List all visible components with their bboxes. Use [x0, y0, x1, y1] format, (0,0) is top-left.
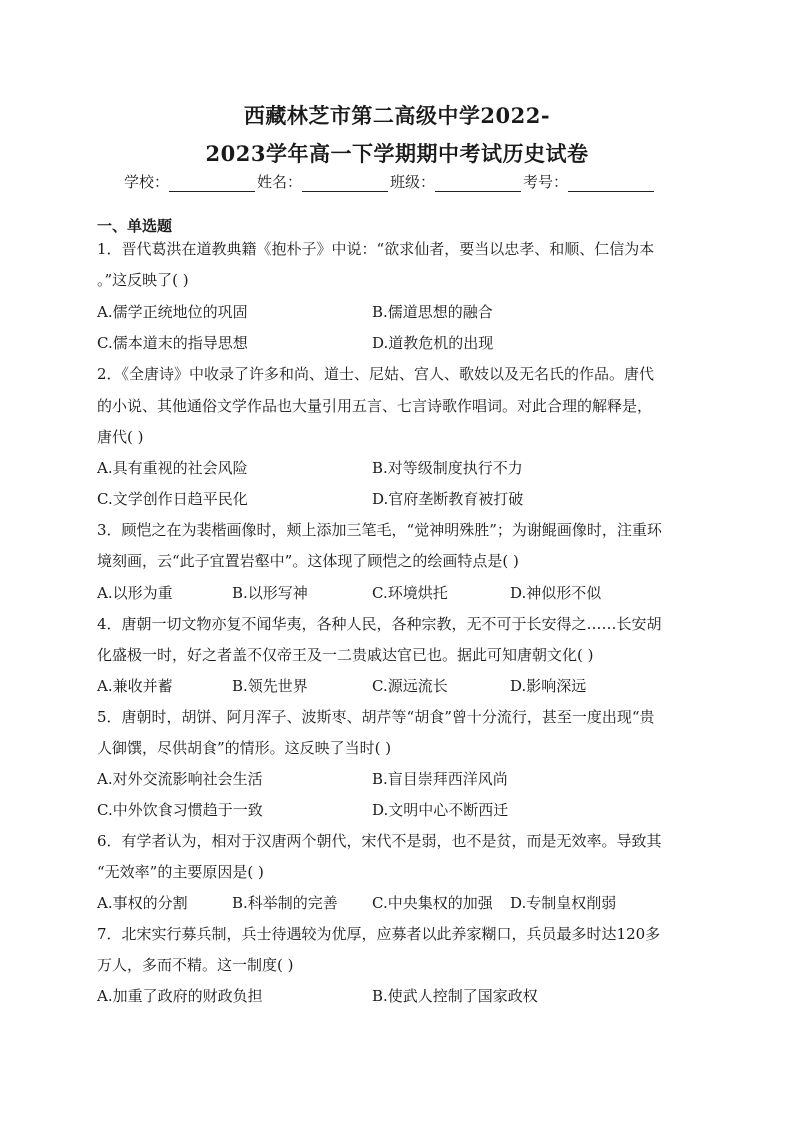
q1-option-a: A.儒学正统地位的巩固	[97, 303, 248, 321]
exam-number-field	[523, 171, 656, 192]
q1-line-2: 。”这反映了( )	[97, 271, 189, 289]
q3-option-d: D.神似形不似	[510, 584, 602, 602]
title-line-2: 2023学年高一下学期期中考试历史试卷	[205, 141, 589, 166]
q4-option-b: B.领先世界	[232, 677, 308, 695]
q3-option-b: B.以形写神	[232, 584, 308, 602]
q6-line-1: 6．有学者认为，相对于汉唐两个朝代，宋代不是弱，也不是贫，而是无效率。导致其	[97, 832, 662, 850]
q6-option-b: B.科举制的完善	[232, 894, 338, 912]
school-label: 学校：	[124, 173, 170, 191]
q4-option-c: C.源远流长	[372, 677, 448, 695]
name-label: 姓名：	[257, 173, 303, 191]
q7-line-1: 7．北宋实行募兵制，兵士待遇较为优厚，应募者以此养家糊口，兵员最多时达120多	[97, 925, 661, 943]
exam-number-blank	[568, 177, 654, 192]
q6-line-2: “无效率”的主要原因是( )	[97, 863, 264, 881]
school-blank	[169, 177, 255, 192]
q5-option-a: A.对外交流影响社会生活	[97, 770, 263, 788]
q5-option-d: D.文明中心不断西迁	[372, 801, 509, 819]
class-field	[390, 171, 523, 192]
name-field	[257, 171, 390, 192]
class-blank	[435, 177, 521, 192]
q1-option-d: D.道教危机的出现	[372, 334, 494, 352]
q5-line-2: 人御馔，尽供胡食”的情形。这反映了当时( )	[97, 739, 392, 757]
title-line-1: 西藏林芝市第二高级中学2022-	[243, 103, 551, 128]
q1-line-1: 1．晋代葛洪在道教典籍《抱朴子》中说：“欲求仙者，要当以忠孝、和顺、仁信为本	[97, 240, 655, 258]
q5-option-b: B.盲目崇拜西洋风尚	[372, 770, 508, 788]
q4-line-2: 化盛极一时，好之者盖不仅帝王及一二贵戚达官已也。据此可知唐朝文化( )	[97, 646, 594, 664]
q1-option-c: C.儒本道末的指导思想	[97, 334, 248, 352]
q2-option-b: B.对等级制度执行不力	[372, 459, 523, 477]
student-info-row	[124, 171, 656, 192]
q4-option-d: D.影响深远	[510, 677, 587, 695]
q5-option-c: C.中外饮食习惯趋于一致	[97, 801, 263, 819]
name-blank	[302, 177, 388, 192]
q6-option-c: C.中央集权的加强	[372, 894, 493, 912]
q3-option-a: A.以形为重	[97, 584, 173, 602]
q6-option-a: A.事权的分割	[97, 894, 188, 912]
q2-option-c: C.文学创作日趋平民化	[97, 490, 248, 508]
q5-line-1: 5．唐朝时，胡饼、阿月浑子、波斯枣、胡芹等“胡食”曾十分流行，甚至一度出现“贵	[97, 708, 655, 726]
class-label: 班级：	[390, 173, 436, 191]
q3-line-1: 3．顾恺之在为裴楷画像时，颊上添加三笔毛，“觉神明殊胜”；为谢鲲画像时，注重环	[97, 521, 662, 539]
q7-option-a: A.加重了政府的财政负担	[97, 987, 263, 1005]
q3-option-c: C.环境烘托	[372, 584, 448, 602]
q6-option-d: D.专制皇权削弱	[510, 894, 617, 912]
q7-line-2: 万人，多而不精。这一制度( )	[97, 956, 294, 974]
q2-option-d: D.官府垄断教育被打破	[372, 490, 524, 508]
q1-option-b: B.儒道思想的融合	[372, 303, 493, 321]
q4-option-a: A.兼收并蓄	[97, 677, 173, 695]
q2-option-a: A.具有重视的社会风险	[97, 459, 248, 477]
school-field	[124, 171, 257, 192]
q4-line-1: 4．唐朝一切文物亦复不闻华夷，各种人民，各种宗教，无不可于长安得之……长安胡	[97, 615, 662, 633]
q2-line-1: 2．《全唐诗》中收录了许多和尚、道士、尼姑、宫人、歌妓以及无名氏的作品。唐代	[97, 365, 655, 383]
q2-line-2: 的小说、其他通俗文学作品也大量引用五言、七言诗歌作唱词。对此合理的解释是，	[97, 397, 653, 415]
q2-line-3: 唐代( )	[97, 428, 144, 446]
q3-line-2: 境刻画，云“此子宜置岩壑中”。这体现了顾恺之的绘画特点是( )	[97, 552, 519, 570]
q7-option-b: B.使武人控制了国家政权	[372, 987, 538, 1005]
exam-number-label: 考号：	[523, 173, 569, 191]
section-title: 一、单选题	[97, 217, 173, 235]
